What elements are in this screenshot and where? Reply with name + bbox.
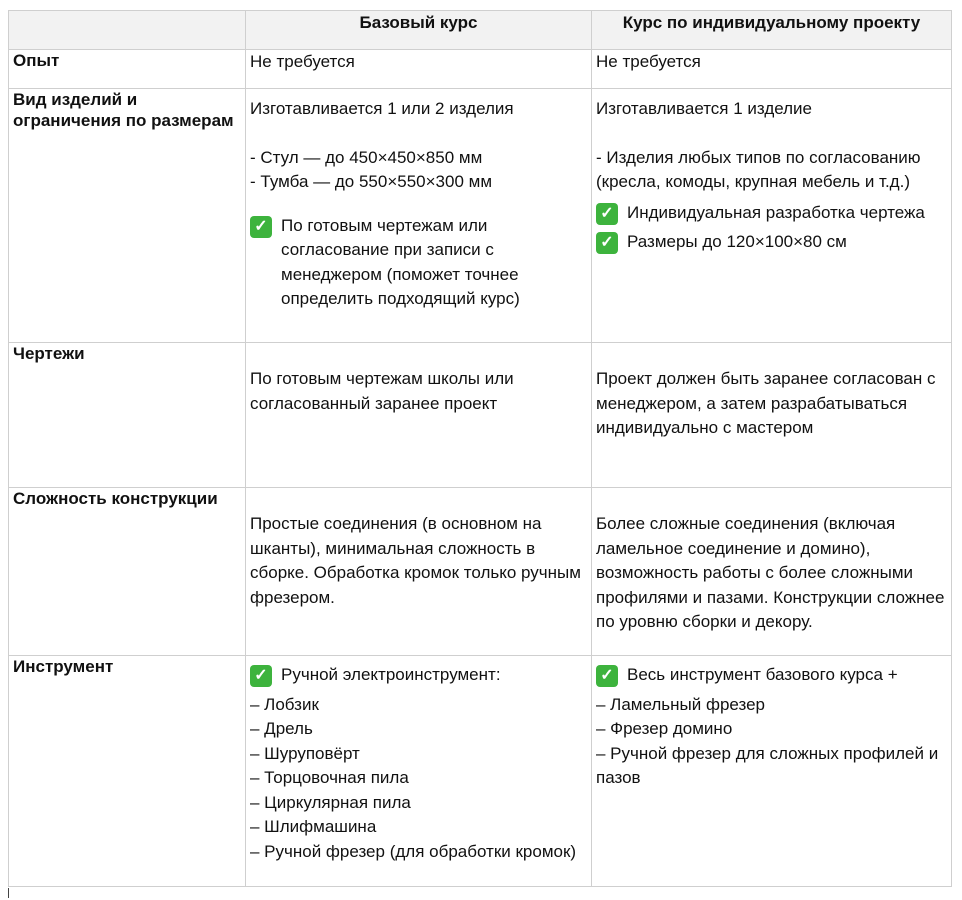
drawings-basic-text: По готовым чертежам школы или согласованный заранее проект [250,369,514,413]
complexity-individual [592,488,952,656]
kind-individual-check2: Размеры до 120×100×80 см [627,231,847,251]
kind-basic-line1: Изготавливается 1 или 2 изделия [250,99,514,118]
list-item: – Шлифмашина [250,817,377,836]
check-mark-icon: ✓ [250,216,272,238]
kind-individual [592,89,952,343]
row-label-tools: Инструмент [9,656,246,887]
kind-basic [246,89,592,343]
text-cursor-mark [8,888,9,898]
row-label-drawings: Чертежи [9,343,246,488]
tools-individual [592,656,952,887]
row-tools [9,656,952,887]
check-mark-icon: ✓ [596,665,618,687]
header-row [9,11,952,50]
complexity-basic-text: Простые соединения (в основном на шканты), минимальная сложность в сборке. Обработка кромок только ручным фрезером. [250,514,581,607]
complexity-basic [246,488,592,656]
tools-individual-list [596,693,947,791]
tools-individual-check: Весь инструмент базового курса + [627,665,898,684]
list-item: – Ручной фрезер для сложных профилей и пазов [596,743,939,787]
list-item: – Фрезер домино [596,719,733,738]
row-label-kind: Вид изделий и ограничения по размерам [9,89,246,343]
kind-basic-check-line [250,214,587,312]
kind-individual-check-line-2 [596,230,947,255]
kind-basic-item2: - Тумба — до 550×550×300 мм [250,172,493,191]
experience-basic [246,50,592,89]
comparison-table [8,10,952,887]
header-individual-course: Курс по индивидуальному проекту [592,11,952,50]
drawings-individual [592,343,952,488]
check-mark-icon: ✓ [250,665,272,687]
list-item: – Торцовочная пила [250,768,409,787]
row-label-complexity: Сложность конструкции [9,488,246,656]
check-mark-icon: ✓ [596,203,618,225]
list-item: – Циркулярная пила [250,792,411,812]
tools-basic-list [250,693,587,865]
drawings-basic [246,343,592,488]
kind-basic-item1: - Стул — до 450×450×850 мм [250,147,483,167]
experience-individual [592,50,952,89]
experience-basic-text: Не требуется [250,52,355,71]
list-item: – Шуруповёрт [250,743,360,763]
check-mark-icon: ✓ [596,232,618,254]
row-kind [9,89,952,343]
row-complexity [9,488,952,656]
row-label-experience: Опыт [9,50,246,89]
list-item: – Дрель [250,719,313,738]
row-drawings [9,343,952,488]
kind-individual-item1: - Изделия любых типов по согласованию (кресла, комоды, крупная мебель и т.д.) [596,147,921,191]
list-item: – Ламельный фрезер [596,694,766,714]
tools-basic-check: Ручной электроинструмент: [281,665,501,684]
tools-individual-check-line [596,663,947,688]
list-item: – Лобзик [250,694,319,714]
kind-individual-check1: Индивидуальная разработка чертежа [627,202,925,222]
kind-individual-line1: Изготавливается 1 изделие [596,99,813,118]
list-item: – Ручной фрезер (для обработки кромок) [250,841,577,861]
tools-basic [246,656,592,887]
header-basic-course: Базовый курс [246,11,592,50]
header-corner-cell [9,11,246,50]
kind-basic-check1: По готовым чертежам или согласование при записи с менеджером (поможет точнее определить подходящий курс) [281,215,520,308]
kind-individual-check-line-1 [596,201,947,228]
complexity-individual-text: Более сложные соединения (включая ламельное соединение и домино), возможность работы с более сложными профилями и пазами. Конструкции сложнее по уровню сборки и декору. [596,514,945,631]
drawings-individual-text: Проект должен быть заранее согласован с менеджером, а затем разрабатываться индивидуально с мастером [596,369,936,437]
experience-individual-text: Не требуется [596,52,701,71]
tools-basic-check-line [250,663,587,688]
row-experience [9,50,952,89]
